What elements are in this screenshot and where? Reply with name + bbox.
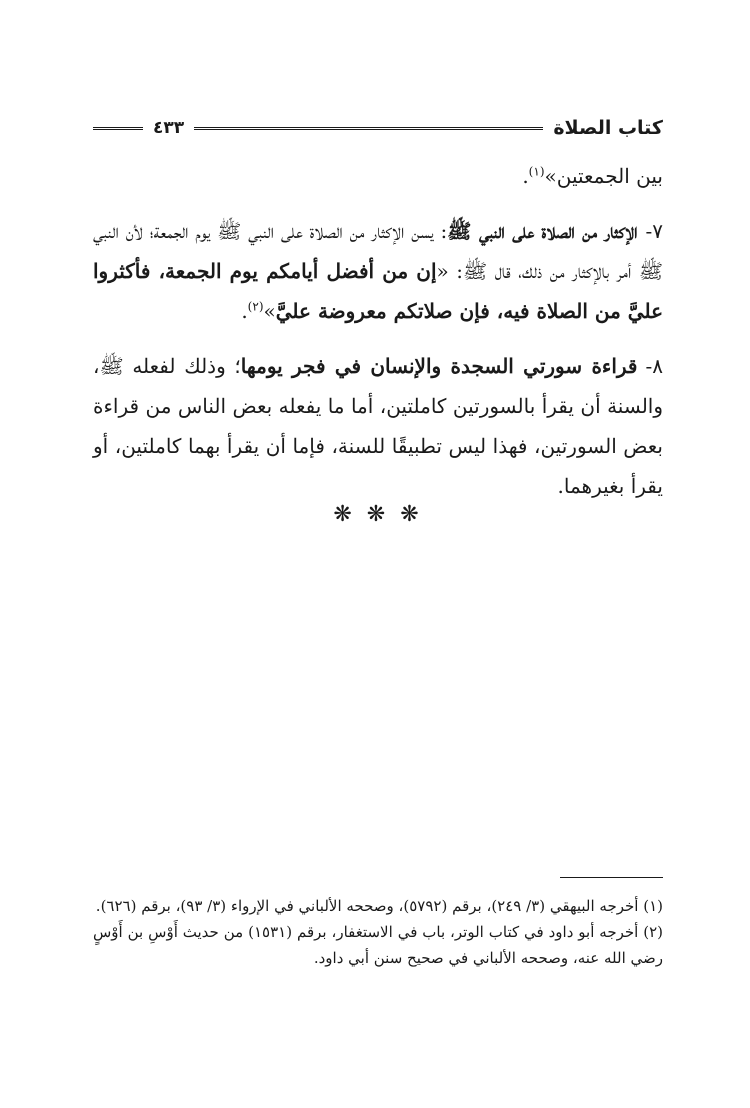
item-7-hadith: إن من أفضل أيامكم يوم الجمعة، فأكثروا عليَّ من الصلاة فيه، فإن صلاتكم معروضة عليَّ (93, 259, 663, 323)
page-number: ٤٣٣ (153, 118, 185, 138)
item-7-number: ٧- (645, 219, 663, 243)
footnote-rule (560, 877, 663, 878)
item-8-heading: قراءة سورتي السجدة والإنسان في فجر يومها (240, 354, 638, 378)
intro-text: بين الجمعتين» (544, 164, 663, 188)
item-7 (93, 211, 663, 331)
header-rule-short (93, 127, 143, 130)
footnote-2: (٢) أخرجه أبو داود في كتاب الوتر، باب في الاستغفار، برقم (١٥٣١) من حديث أَوْسِ بن أَوْسٍ رضي الله عنه، وصححه الألباني في صحيح سنن أبي داود. (93, 923, 664, 967)
header-rule (194, 127, 543, 130)
intro-end: . (522, 164, 529, 188)
main-text (93, 156, 663, 506)
item-7-end: . (241, 299, 248, 323)
item-7-heading: الإكثار من الصلاة على النبي ﷺ (447, 219, 638, 243)
footnotes (93, 893, 663, 971)
running-header (93, 113, 663, 143)
item-8-number: ٨- (645, 354, 664, 378)
section-separator: ❋ ❋ ❋ (333, 502, 423, 527)
footnote-ref-1: (١) (528, 164, 545, 179)
item-7-text-b: » (263, 299, 276, 323)
item-8 (93, 346, 663, 506)
intro-line (93, 156, 663, 196)
footnote-1: (١) أخرجه البيهقي (٣/ ٢٤٩)، برقم (٥٧٩٢)، وصححه الألباني في الإرواء (٣/ ٩٣)، برقم (٦٢٦). (95, 897, 663, 915)
footnote-ref-2: (٢) (247, 299, 264, 314)
item-8-text: ؛ وذلك لفعله ﷺ، والسنة أن يقرأ بالسورتين كاملتين، أما ما يفعله بعض الناس من قراءة بعض السورتين، فهذا ليس تطبيقًا للسنة، فإما أن يقرأ بهما كاملتين، أو يقرأ بغيرهما. (93, 354, 663, 498)
book-title: كتاب الصلاة (553, 117, 663, 139)
item-7-text-a: : يسن الإكثار من الصلاة على النبي ﷺ يوم الجمعة؛ لأن النبي ﷺ أمر بالإكثار من ذلك، قال ﷺ: « (93, 219, 663, 283)
